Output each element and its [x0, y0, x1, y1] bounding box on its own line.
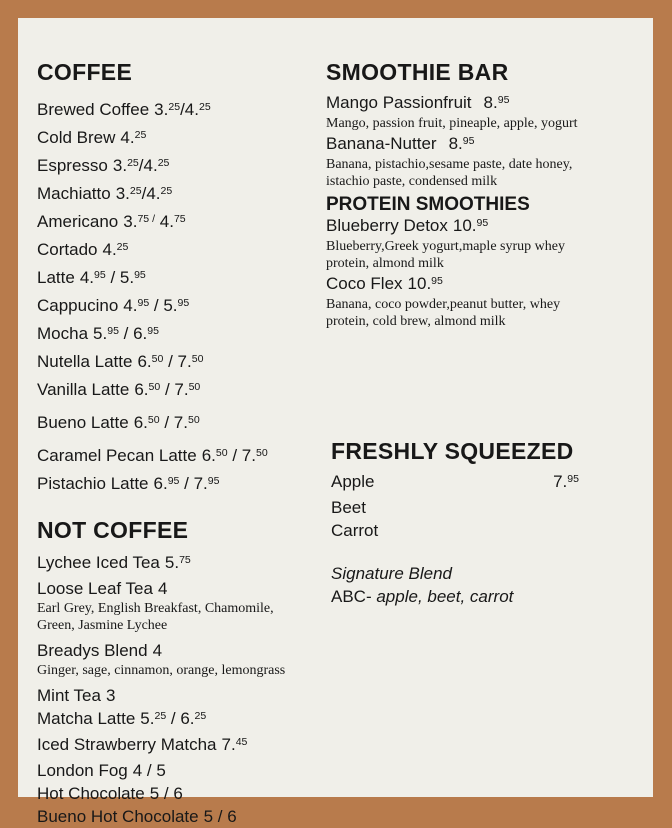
item-price [165, 553, 191, 572]
item-name: Mocha [37, 324, 89, 343]
section-title: NOT COFFEE [37, 517, 189, 543]
item-price [154, 100, 211, 119]
item-price [134, 380, 200, 399]
menu-item [37, 181, 323, 209]
item-description [326, 115, 634, 132]
price-cents: 75 [173, 213, 186, 226]
item-name: Americano [37, 212, 119, 231]
price-dollars: 4. [155, 212, 174, 231]
menu-item [37, 805, 323, 828]
item-description [37, 662, 323, 679]
price-cents: 95 [134, 269, 146, 282]
section-title: COFFEE [37, 59, 133, 85]
price-dollars: 6. [201, 446, 216, 465]
menu-item [37, 443, 323, 471]
item-price [158, 579, 167, 598]
price-dollars: 10. [452, 216, 477, 235]
price-cents: 25 [129, 185, 142, 198]
menu-item [37, 759, 323, 782]
price-cents: 45 [235, 736, 248, 749]
price-dollars: /4. [141, 184, 161, 203]
menu-item [37, 293, 323, 321]
item-name: Matcha Latte [37, 709, 136, 728]
price-cents: 95 [462, 135, 475, 148]
price-cents: 25 [194, 710, 207, 723]
price-dollars: / 5. [105, 268, 135, 287]
price-cents: 50 [148, 381, 161, 394]
item-price [123, 296, 189, 315]
item-name: Bueno Latte [37, 413, 129, 432]
price-cents: 25 [198, 101, 211, 114]
item-name: Brewed Coffee [37, 100, 150, 119]
menu-item [331, 496, 579, 519]
price-cents: 25 [160, 185, 173, 198]
menu-item [37, 782, 323, 805]
price-dollars: 4. [123, 296, 138, 315]
item-name: Mango Passionfruit [326, 93, 472, 112]
item-price [202, 446, 268, 465]
price-cents: 25 [134, 129, 147, 142]
price-dollars: 7. [553, 472, 568, 491]
price-dollars: / 6. [166, 709, 195, 728]
menu-item [326, 216, 634, 238]
section-smoothie-bar [326, 59, 634, 190]
menu-item [331, 519, 579, 542]
price-cents: 95 [167, 475, 180, 488]
price-cents: 50 [188, 381, 201, 394]
description-line: Mango, passion fruit, pineaple, apple, yogurt [326, 116, 578, 131]
item-name: Vanilla Latte [37, 380, 130, 399]
item-name: Coco Flex [326, 274, 403, 293]
price-dollars: 3. [112, 156, 128, 175]
item-price [133, 761, 166, 780]
price-dollars: /4. [180, 100, 199, 119]
item-description [37, 600, 323, 634]
price-dollars: 5. [93, 324, 108, 343]
item-name: Hot Chocolate [37, 784, 145, 803]
price-dollars: 4. [79, 268, 94, 287]
price-cents: 95 [476, 217, 489, 230]
price-dollars: 6. [137, 352, 152, 371]
item-name: Bueno Hot Chocolate [37, 807, 199, 826]
price-dollars: /4. [138, 156, 158, 175]
item-price [204, 807, 237, 826]
price-dollars: 4 [152, 641, 163, 660]
price-cents: 50 [215, 447, 228, 460]
price-cents: 25 [116, 241, 129, 254]
price-dollars: 5. [140, 709, 155, 728]
description-line: Blueberry,Greek yogurt,maple syrup whey [326, 239, 565, 254]
item-description [326, 156, 634, 190]
description-line: Earl Grey, English Breakfast, Chamomile, [37, 601, 274, 616]
price-cents: 95 [567, 473, 579, 486]
item-name: Breadys Blend [37, 641, 148, 660]
price-cents: 95 [147, 325, 160, 338]
signature-items: apple, beet, carrot [371, 587, 514, 606]
price-cents: 75 / [137, 213, 156, 226]
price-cents: 95 [177, 297, 190, 310]
price-dollars: 3. [154, 100, 169, 119]
price-cents: 50 [187, 414, 200, 427]
price-dollars: / 7. [159, 413, 188, 432]
price-dollars: 10. [407, 274, 432, 293]
menu-item [37, 410, 323, 438]
section-coffee [37, 59, 323, 499]
price-dollars: 7. [221, 735, 236, 754]
price-dollars: 5 / 6 [203, 807, 237, 826]
menu-item [37, 349, 323, 377]
menu-item [37, 684, 323, 707]
price-dollars: 5. [164, 553, 180, 572]
menu-item [326, 274, 634, 296]
item-price [137, 352, 203, 371]
item-price [408, 274, 443, 293]
price-cents: 95 [107, 325, 119, 338]
menu-item [37, 577, 323, 600]
price-cents: 25 [154, 710, 167, 723]
item-price [553, 470, 579, 496]
item-price [153, 641, 162, 660]
item-name: Iced Strawberry Matcha [37, 735, 217, 754]
signature-description [331, 585, 634, 608]
price-cents: 50 [147, 414, 160, 427]
menu-item [37, 551, 323, 577]
price-cents: 95 [94, 269, 106, 282]
menu-item [331, 470, 579, 496]
item-name: Nutella Latte [37, 352, 133, 371]
item-name: Lychee Iced Tea [37, 553, 160, 572]
price-dollars: 3. [115, 184, 130, 203]
item-price [106, 686, 115, 705]
description-line: protein, almond milk [326, 256, 444, 271]
price-dollars: 6. [134, 380, 149, 399]
price-cents: 95 [431, 275, 443, 288]
item-price [222, 735, 248, 754]
item-price [123, 212, 185, 231]
price-dollars: / 5. [149, 296, 178, 315]
description-line: istachio paste, condensed milk [326, 174, 498, 189]
signature-prefix: ABC- [331, 587, 372, 606]
item-description [326, 238, 634, 272]
item-price [134, 413, 200, 432]
item-price [140, 709, 206, 728]
right-sections [326, 59, 634, 542]
signature-title: Signature Blend [331, 564, 452, 583]
price-dollars: 4 / 5 [132, 761, 166, 780]
menu-item [37, 265, 323, 293]
item-name: Beet [331, 498, 366, 517]
menu-item [37, 209, 323, 237]
price-dollars: 3. [123, 212, 138, 231]
menu-item [37, 153, 323, 181]
price-cents: 75 [179, 554, 191, 567]
item-price [453, 216, 488, 235]
description-line: Ginger, sage, cinnamon, orange, lemongrass [37, 663, 286, 678]
menu-item [37, 639, 323, 662]
price-dollars: 4. [120, 128, 135, 147]
item-name: Carrot [331, 521, 379, 540]
description-line: Green, Jasmine Lychee [37, 618, 168, 633]
item-name: Cold Brew [37, 128, 116, 147]
menu-item [326, 93, 634, 115]
item-price [120, 128, 146, 147]
item-price [484, 93, 510, 112]
description-line: Banana, coco powder,peanut butter, whey [326, 297, 561, 312]
price-dollars: 5 / 6 [149, 784, 183, 803]
menu-item [37, 733, 323, 759]
menu-item [37, 125, 323, 153]
price-dollars: / 7. [160, 380, 189, 399]
item-name: Banana-Nutter [326, 134, 437, 153]
menu-sheet [18, 18, 653, 826]
item-name: Espresso [37, 156, 108, 175]
item-name: Pistachio Latte [37, 474, 149, 493]
item-price [154, 474, 220, 493]
price-dollars: 6. [133, 413, 148, 432]
item-name: Mint Tea [37, 686, 101, 705]
item-price [93, 324, 159, 343]
right-column [326, 59, 634, 608]
menu-item [37, 237, 323, 265]
section-title: PROTEIN SMOOTHIES [326, 194, 530, 215]
section-protein-smoothies [326, 194, 634, 330]
price-dollars: / 7. [227, 446, 256, 465]
section-not-coffee [37, 517, 323, 828]
price-dollars: 8. [448, 134, 463, 153]
price-cents: 95 [497, 94, 510, 107]
item-price [113, 156, 170, 175]
price-cents: 50 [191, 353, 204, 366]
item-name: Cortado [37, 240, 98, 259]
item-name: Blueberry Detox [326, 216, 448, 235]
section-title: FRESHLY SQUEEZED [331, 438, 574, 464]
price-cents: 50 [255, 447, 268, 460]
menu-item [326, 134, 634, 156]
left-column [37, 59, 323, 828]
price-cents: 95 [137, 297, 150, 310]
description-line: Banana, pistachio,sesame paste, date honey, [326, 157, 573, 172]
price-cents: 25 [168, 101, 181, 114]
item-price [116, 184, 173, 203]
item-name: Latte [37, 268, 75, 287]
section-title: SMOOTHIE BAR [326, 59, 509, 85]
price-cents: 25 [127, 157, 139, 170]
item-name: London Fog [37, 761, 128, 780]
item-name: Cappucino [37, 296, 119, 315]
price-dollars: / 6. [118, 324, 148, 343]
price-dollars: 8. [483, 93, 498, 112]
signature-blend [331, 562, 634, 608]
item-description [326, 296, 634, 330]
price-cents: 95 [207, 475, 220, 488]
item-price [449, 134, 475, 153]
price-dollars: 4 [157, 579, 168, 598]
item-price [150, 784, 183, 803]
item-name: Caramel Pecan Latte [37, 446, 197, 465]
section-freshly-squeezed [331, 438, 634, 542]
item-name: Apple [331, 472, 375, 491]
menu-item [37, 707, 323, 733]
menu-item [37, 321, 323, 349]
item-name: Machiatto [37, 184, 111, 203]
item-price [102, 240, 128, 259]
price-dollars: / 7. [179, 474, 208, 493]
item-name: Loose Leaf Tea [37, 579, 153, 598]
menu-item [37, 377, 323, 405]
price-dollars: / 7. [163, 352, 192, 371]
price-cents: 25 [157, 157, 170, 170]
price-dollars: 4. [102, 240, 117, 259]
menu-item [37, 97, 323, 125]
price-dollars: 6. [153, 474, 168, 493]
item-price [80, 268, 146, 287]
price-cents: 50 [151, 353, 164, 366]
menu-item [37, 471, 323, 499]
price-dollars: 3 [105, 686, 116, 705]
description-line: protein, cold brew, almond milk [326, 314, 506, 329]
